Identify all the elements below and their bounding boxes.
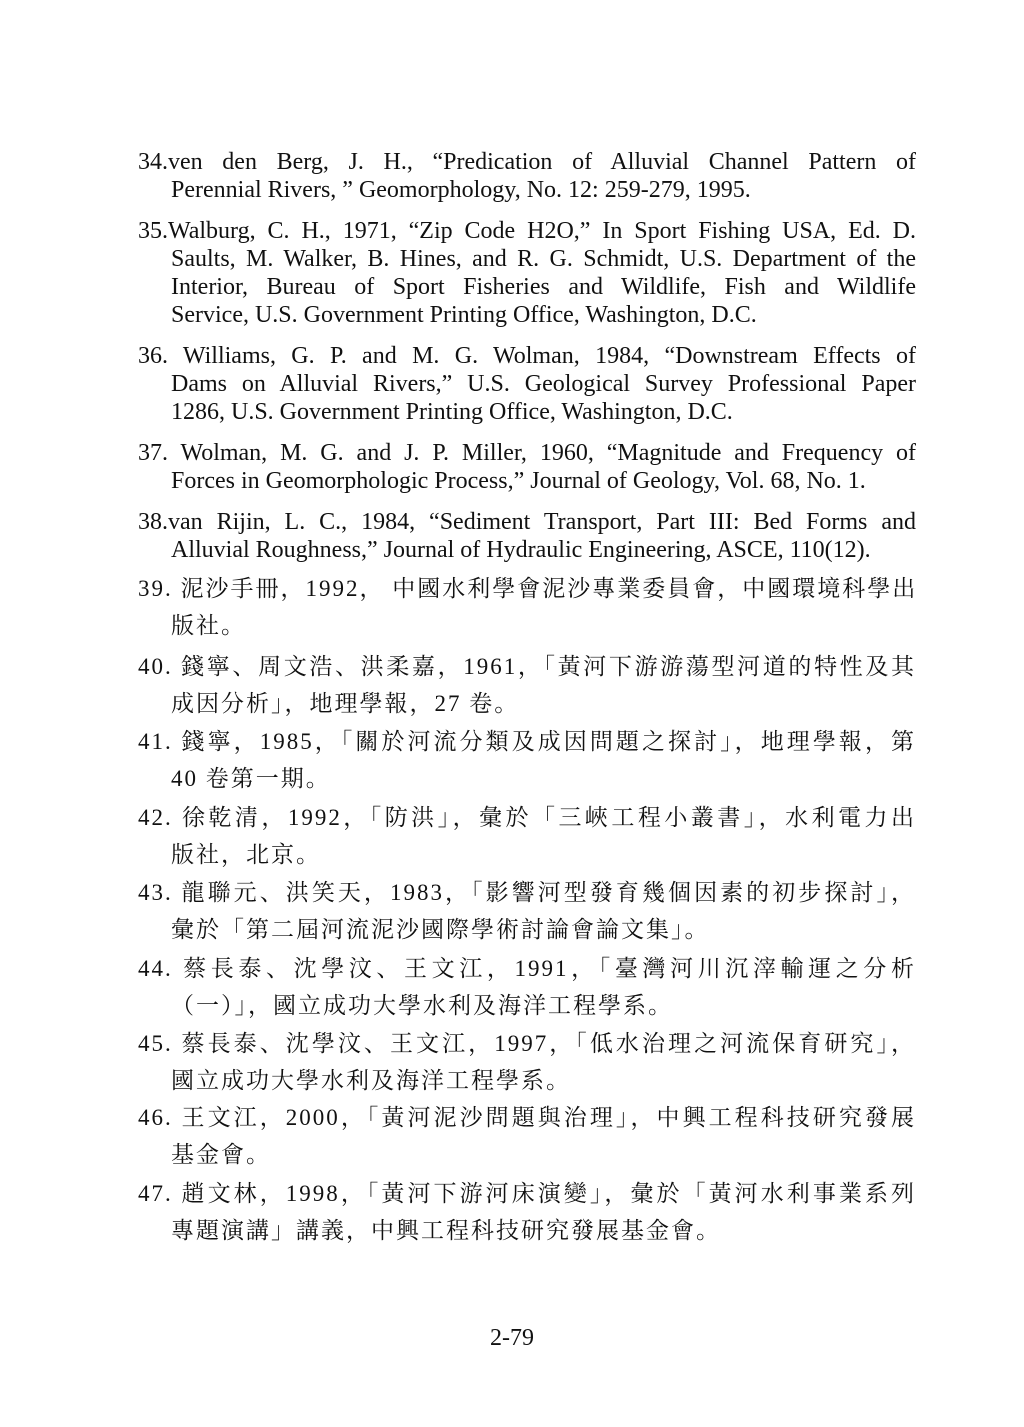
reference-37 <box>138 439 916 495</box>
reference-line: 國立成功大學水利及海洋工程學系。 <box>171 1068 571 1093</box>
reference-line: 34.ven den Berg, J. H., “Predication of Alluvial Channel Pattern of <box>138 149 916 175</box>
reference-line: Service, U.S. Government Printing Office, Washington, D.C. <box>171 302 757 328</box>
reference-line: 35.Walburg, C. H., 1971, “Zip Code H2O,” In Sport Fishing USA, Ed. D. <box>138 218 916 244</box>
reference-line: 40. 錢寧、周文浩、洪柔嘉，1961，「黃河下游游蕩型河道的特性及其 <box>138 654 916 679</box>
reference-line: 37. Wolman, M. G. and J. P. Miller, 1960, “Magnitude and Frequency of <box>138 440 916 466</box>
reference-line: 43. 龍聯元、洪笑天，1983，「影響河型發育幾個因素的初步探討」， <box>138 880 916 905</box>
reference-line: 成因分析」，地理學報，27 卷。 <box>171 691 520 716</box>
reference-line: 46. 王文江，2000，「黃河泥沙問題與治理」，中興工程科技研究發展 <box>138 1105 916 1130</box>
reference-line: 44. 蔡長泰、沈學汶、王文江，1991，「臺灣河川沉滓輸運之分析 <box>138 956 916 981</box>
reference-36 <box>138 342 916 426</box>
reference-45 <box>138 1025 916 1099</box>
reference-line: 42. 徐乾清，1992，「防洪」，彙於「三峽工程小叢書」，水利電力出 <box>138 805 916 830</box>
reference-38 <box>138 508 916 564</box>
reference-line: Alluvial Roughness,” Journal of Hydraulic Engineering, ASCE, 110(12). <box>171 537 871 563</box>
reference-line: 41. 錢寧，1985，「關於河流分類及成因問題之探討」，地理學報，第 <box>138 729 916 754</box>
reference-41 <box>138 723 916 797</box>
reference-42 <box>138 799 916 873</box>
reference-40 <box>138 648 916 722</box>
reference-line: 版社，北京。 <box>171 842 321 867</box>
reference-line: 47. 趙文林，1998，「黃河下游河床演變」，彙於「黃河水利事業系列 <box>138 1181 916 1206</box>
reference-line: Interior, Bureau of Sport Fisheries and Wildlife, Fish and Wildlife <box>171 274 916 300</box>
page-number: 2-79 <box>490 1325 534 1351</box>
reference-46 <box>138 1099 916 1173</box>
reference-line: Perennial Rivers, ” Geomorphology, No. 12: 259-279, 1995. <box>171 177 751 203</box>
reference-line: 40 卷第一期。 <box>171 766 331 791</box>
reference-line: （一）」，國立成功大學水利及海洋工程學系。 <box>171 993 673 1018</box>
reference-line: Dams on Alluvial Rivers,” U.S. Geological Survey Professional Paper <box>171 371 916 397</box>
reference-43 <box>138 874 916 948</box>
reference-line: 彙於「第二屆河流泥沙國際學術討論會論文集」。 <box>171 917 710 942</box>
reference-line: Saults, M. Walker, B. Hines, and R. G. Schmidt, U.S. Department of the <box>171 246 916 272</box>
reference-line: 基金會。 <box>171 1142 271 1167</box>
reference-line: 專題演講」講義，中興工程科技研究發展基金會。 <box>171 1218 721 1243</box>
reference-47 <box>138 1175 916 1249</box>
reference-39 <box>138 570 916 644</box>
reference-line: 版社。 <box>171 613 246 638</box>
reference-line: 36. Williams, G. P. and M. G. Wolman, 1984, “Downstream Effects of <box>138 343 916 369</box>
reference-34 <box>138 148 916 204</box>
reference-35 <box>138 217 916 329</box>
reference-line: 45. 蔡長泰、沈學汶、王文江，1997，「低水治理之河流保育研究」， <box>138 1031 916 1056</box>
reference-line: Forces in Geomorphologic Process,” Journal of Geology, Vol. 68, No. 1. <box>171 468 866 494</box>
reference-line: 39. 泥沙手冊，1992， 中國水利學會泥沙專業委員會，中國環境科學出 <box>138 576 918 601</box>
reference-44 <box>138 950 916 1024</box>
reference-line: 38.van Rijin, L. C., 1984, “Sediment Transport, Part III: Bed Forms and <box>138 509 916 535</box>
reference-line: 1286, U.S. Government Printing Office, Washington, D.C. <box>171 399 733 425</box>
